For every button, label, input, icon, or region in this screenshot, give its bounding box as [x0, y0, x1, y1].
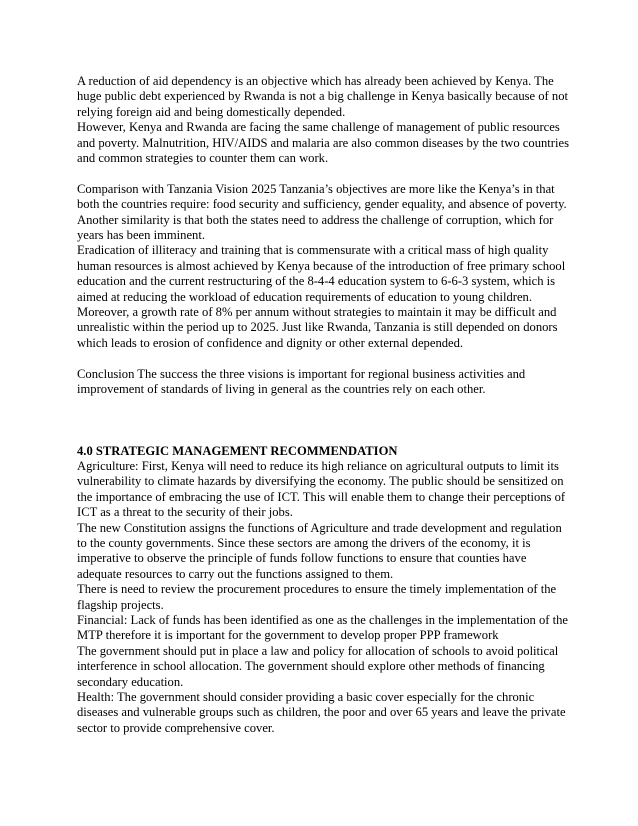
- paragraph-financial: Financial: Lack of funds has been identified as one as the challenges in the implementation of the MTP therefore it is important for the government to develop proper PPP framework: [77, 612, 569, 643]
- paragraph-constitution: The new Constitution assigns the functions of Agriculture and trade development and regulation to the county governments. Since these sectors are among the drivers of the economy, it is imperative to observe the principle of funds follow functions to ensure that counties have adequate resources to carry out the functions assigned to them.: [77, 520, 562, 581]
- paragraph-spacer: [77, 166, 569, 181]
- paragraph-illiteracy: Eradication of illiteracy and training that is commensurate with a critical mass of high quality human resources is almost achieved by Kenya because of the introduction of free primary school education and the current restructuring of the 8-4-4 education system to 6-6-3 system, which is aimed at reducing the workload of education requirements of education to young children.: [77, 243, 566, 304]
- paragraph-tanzania-comparison: Comparison with Tanzania Vision 2025 Tanzania’s objectives are more like the Kenya’s in that both the countries require: food security and sufficiency, gender equality, and absence of poverty. Another similarity is that both the states need to address the challenge of corruption, which for years has been imminent.: [77, 181, 567, 243]
- section-heading: 4.0 STRATEGIC MANAGEMENT RECOMMENDATION: [77, 443, 398, 458]
- section-spacer: [77, 398, 569, 444]
- paragraph-procurement: There is need to review the procurement procedures to ensure the timely implementation of the flagship projects.: [77, 582, 557, 612]
- paragraph-health: Health: The government should consider providing a basic cover especially for the chronic diseases and vulnerable groups such as children, the poor and over 65 years and leave the private sector to provide comprehensive cover.: [77, 690, 566, 735]
- paragraph-aid-dependency: A reduction of aid dependency is an objective which has already been achieved by Kenya. The huge public debt experienced by Rwanda is not a big challenge in Kenya basically because of not relying foreign aid and being domestically depended.: [77, 74, 568, 119]
- paragraph-conclusion: Conclusion The success the three visions is important for regional business activities and improvement of standards of living in general as the countries rely on each other.: [77, 366, 526, 397]
- document-body: [77, 74, 569, 736]
- paragraph-spacer: [77, 351, 569, 366]
- paragraph-shared-challenges: However, Kenya and Rwanda are facing the same challenge of management of public resources and poverty. Malnutrition, HIV/AIDS and malaria are also common diseases by the two countries and common strategies to counter them can work.: [77, 120, 569, 166]
- paragraph-agriculture: Agriculture: First, Kenya will need to reduce its high reliance on agricultural outputs to limit its vulnerability to climate hazards by diversifying the economy. The public should be sensitized on the importance of embracing the use of ICT. This will enable them to change their perceptions of ICT as a threat to the security of their jobs.: [77, 458, 566, 520]
- paragraph-schools: The government should put in place a law and policy for allocation of schools to avoid political interference in school allocation. The government should explore other methods of financing secondary education.: [77, 643, 559, 689]
- paragraph-growth-rate: Moreover, a growth rate of 8% per annum without strategies to maintain it may be difficult and unrealistic within the period up to 2025. Just like Rwanda, Tanzania is still depended on donors which leads to erosion of confidence and dignity or other external depended.: [77, 305, 558, 350]
